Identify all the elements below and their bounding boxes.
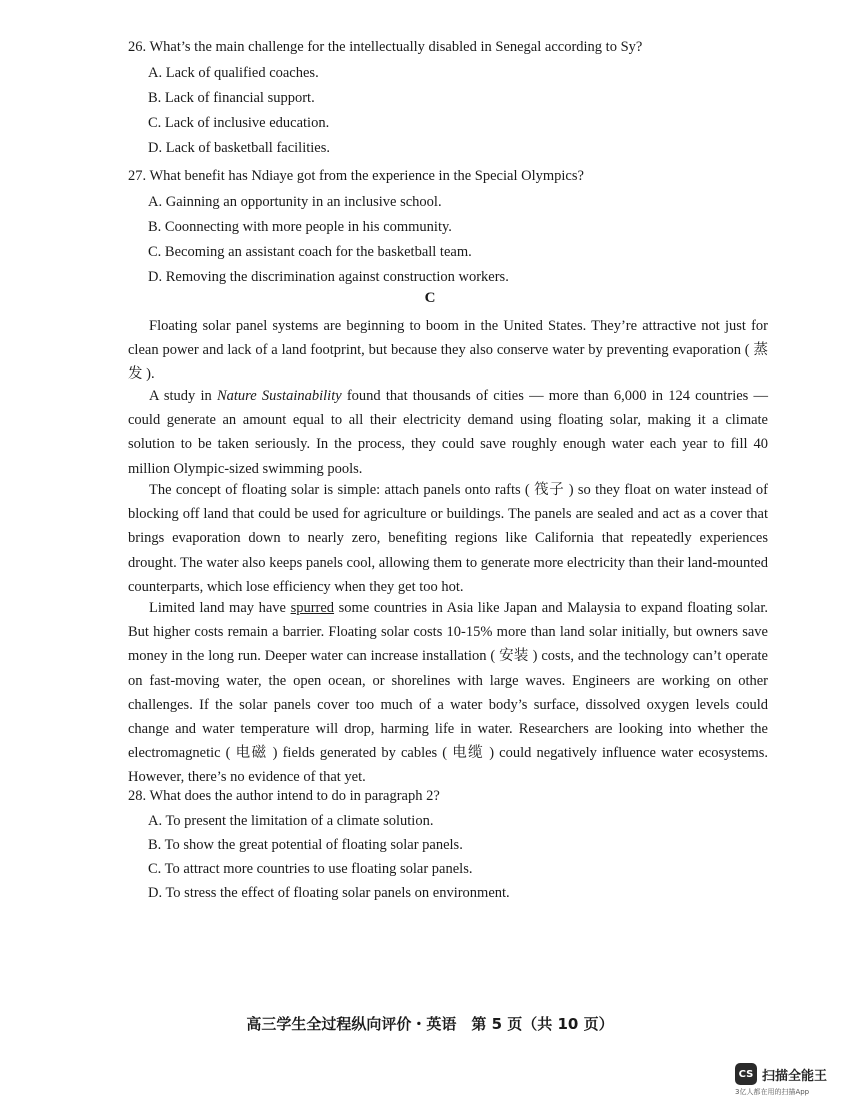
paragraph-2-text-start: A study in (149, 388, 217, 404)
question-27-option-c: C. Becoming an assistant coach for the basketball team. (148, 244, 472, 260)
camscanner-logo-icon: CS (735, 1063, 757, 1085)
passage-paragraph-3: The concept of floating solar is simple: attach panels onto rafts ( 筏子 ) so they float on water instead of blocking off land that could be used for agriculture or buildings. The panels are sealed and act as a cover that brings evaporation down to nearly zero, benefiting regions like California that repeatedly experiences drought. The water also keeps panels cool, allowing them to generate more electricity than their land-mounted counterparts, which lose efficiency when they get too hot. (128, 482, 768, 595)
passage-paragraph-1: Floating solar panel systems are beginning to boom in the United States. They’re attractive not just for clean power and lack of a land footprint, but because they also conserve water by preventing evaporation ( 蒸发 ). (128, 318, 768, 383)
section-heading: C (424, 290, 436, 306)
underlined-word: spurred (290, 600, 335, 616)
question-26-option-c: C. Lack of inclusive education. (148, 115, 330, 131)
question-28-option-d: D. To stress the effect of floating solar panels on environment. (148, 885, 510, 901)
question-27-option-b: B. Coonnecting with more people in his community. (148, 219, 452, 235)
paragraph-4-text-end: some countries in Asia like Japan and Malaysia to expand floating solar. But higher costs remain a barrier. Floating solar costs 10-15% more than land solar initially, but owners save money in the long run. Deeper water can increase installation ( 安装 ) costs, and the technology can’t operate on fast-moving water, the open ocean, or shorelines with large waves. Engineers are working on other challenges. If the solar panels cover too much of a water body’s surface, dissolved oxygen levels could change and water temperature will drop, harming life in water. Researchers are looking into whether the electromagnetic ( 电磁 ) fields generated by cables ( 电缆 ) could negatively influence water ecosystems. However, there’s no evidence of that yet. (128, 600, 769, 786)
scanner-tagline: 3亿人都在用的扫描App (735, 1088, 810, 1096)
scanner-watermark (735, 1063, 827, 1085)
question-27-option-d: D. Removing the discrimination against construction workers. (148, 269, 509, 285)
journal-title: Nature Sustainability (216, 388, 342, 404)
question-26-option-b: B. Lack of financial support. (148, 90, 315, 106)
question-26-stem: 26. What’s the main challenge for the intellectually disabled in Senegal according to Sy? (128, 39, 643, 55)
question-28-option-a: A. To present the limitation of a climate solution. (148, 813, 434, 829)
paragraph-4-text-start: Limited land may have (149, 600, 291, 616)
question-28-option-c: C. To attract more countries to use floating solar panels. (148, 861, 473, 877)
paragraph-2-text-end: found that thousands of cities — more than 6,000 in 124 countries — could generate an amount equal to all their electricity demand using floating solar, making it a climate solution to be taken seriously. In the process, they could save roughly enough water each year to fill 40 million Olympic-sized swimming pools. (128, 388, 769, 477)
scanner-app-name: 扫描全能王 (762, 1068, 828, 1084)
page-footer: 高三学生全过程纵向评价・英语 第 5 页（共 10 页） (246, 1015, 614, 1033)
question-26-option-d: D. Lack of basketball facilities. (148, 140, 330, 156)
question-27-option-a: A. Gainning an opportunity in an inclusive school. (148, 194, 442, 210)
question-28-stem: 28. What does the author intend to do in paragraph 2? (128, 788, 440, 804)
question-27-stem: 27. What benefit has Ndiaye got from the experience in the Special Olympics? (128, 168, 584, 184)
passage-paragraph-2 (128, 384, 768, 481)
question-26-option-a: A. Lack of qualified coaches. (148, 65, 319, 81)
passage-paragraph-4 (128, 596, 768, 790)
question-28-option-b: B. To show the great potential of floating solar panels. (148, 837, 463, 853)
